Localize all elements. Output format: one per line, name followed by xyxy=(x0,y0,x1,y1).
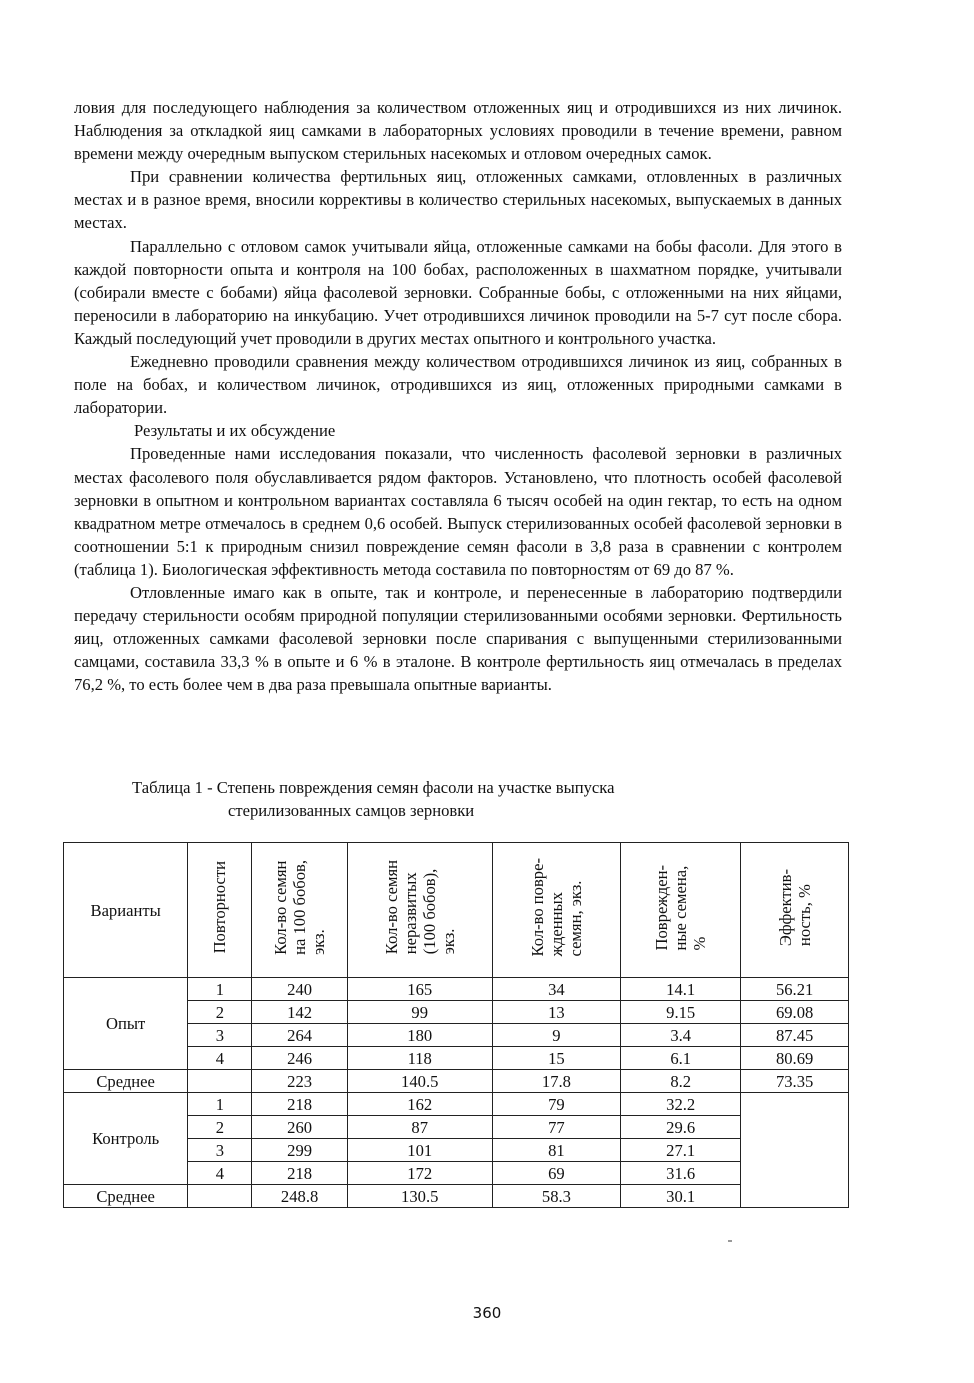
table-cell: 79 xyxy=(492,1093,620,1116)
table-cell: 3.4 xyxy=(621,1024,741,1047)
table-cell: 118 xyxy=(347,1047,492,1070)
body-text xyxy=(74,96,842,696)
group-label-kontrol: Контроль xyxy=(64,1093,188,1185)
paragraph: Отловленные имаго как в опыте, так и контроле, и перенесенные в лабораторию подтвердили передачу стерильности особям природной популяции стерилизованными особями зерновки. Фертильность яиц, отложенных самками фасолевой зерновки после спаривания с выпущенными стерилизованными самцами, составила 33,3 % в опыте и 6 % в эталоне. В контроле фертильность яиц отмечалась в пределах 76,2 %, то есть более чем в два раза превышала опытные варианты. xyxy=(74,582,842,695)
header-efficiency: Эффектив- ность, % xyxy=(741,843,849,978)
table-row xyxy=(64,978,849,1001)
table-cell: 29.6 xyxy=(621,1116,741,1139)
header-repeats: Повторности xyxy=(188,843,252,978)
table-cell xyxy=(188,1185,252,1208)
table-cell: 69 xyxy=(492,1162,620,1185)
header-variants: Варианты xyxy=(64,843,188,978)
table-cell: 17.8 xyxy=(492,1070,620,1093)
table-cell: 4 xyxy=(188,1047,252,1070)
average-label: Среднее xyxy=(64,1185,188,1208)
table-caption-line2: стерилизованных самцов зерновки xyxy=(228,801,475,820)
section-title: Результаты и их обсуждение xyxy=(134,421,336,441)
table-cell: 4 xyxy=(188,1162,252,1185)
table-cell: 8.2 xyxy=(621,1070,741,1093)
table-cell: 172 xyxy=(347,1162,492,1185)
table-cell: 218 xyxy=(252,1162,347,1185)
table-cell: 13 xyxy=(492,1001,620,1024)
table-cell: 142 xyxy=(252,1001,347,1024)
table-cell: 1 xyxy=(188,1093,252,1116)
table-cell: 58.3 xyxy=(492,1185,620,1208)
table-cell: 27.1 xyxy=(621,1139,741,1162)
table-cell xyxy=(188,1070,252,1093)
table-cell: 2 xyxy=(188,1116,252,1139)
table-cell: 15 xyxy=(492,1047,620,1070)
table-cell: 248.8 xyxy=(252,1185,347,1208)
group-label-opyt: Опыт xyxy=(64,978,188,1070)
header-undeveloped: Кол-во семян неразвитых (100 бобов), экз. xyxy=(347,843,492,978)
table-cell: 3 xyxy=(188,1024,252,1047)
table-cell: 140.5 xyxy=(347,1070,492,1093)
table-cell: 2 xyxy=(188,1001,252,1024)
header-damaged-percent: Поврежден- ные семена, % xyxy=(621,843,741,978)
paragraph: ловия для последующего наблюдения за количеством отложенных яиц и отродившихся из них личинок. Наблюдения за откладкой яиц самками в лабораторных условиях проводили в течение времени, равном времени между очередным выпуском стерильных насекомых и отловом очередных самок. xyxy=(74,98,842,164)
table-caption xyxy=(132,776,614,822)
table-cell: 34 xyxy=(492,978,620,1001)
table-cell: 99 xyxy=(347,1001,492,1024)
paragraph: При сравнении количества фертильных яиц, отложенных самками, отловленных в различных местах и в разное время, вносили коррективы в количество стерильных насекомых, выпускаемых в данных местах. xyxy=(74,167,842,233)
paragraph: Проведенные нами исследования показали, что численность фасолевой зерновки в различных местах фасолевого поля обуславливается рядом факторов. Установлено, что плотность особей фасолевой зерновки в опытном и контрольном вариантах составляла 6 тысяч особей на один гектар, то есть на одном квадратном метре отмечалось в среднем 0,6 особей. Выпуск стерилизованных особей фасолевой зерновки в соотношении 5:1 к природным снизил повреждение семян фасоли в 3,8 раза в сравнении с контролем (таблица 1). Биологическая эффективность метода составила по повторностям от 69 до 87 %. xyxy=(74,444,842,579)
header-seeds: Кол-во семян на 100 бобов, экз. xyxy=(252,843,347,978)
table-cell: 260 xyxy=(252,1116,347,1139)
table-cell: 81 xyxy=(492,1139,620,1162)
table-cell: 69.08 xyxy=(741,1001,849,1024)
table-cell: 32.2 xyxy=(621,1093,741,1116)
table-cell: 31.6 xyxy=(621,1162,741,1185)
table-cell: 246 xyxy=(252,1047,347,1070)
table-cell: 180 xyxy=(347,1024,492,1047)
table-cell: 9 xyxy=(492,1024,620,1047)
table-row xyxy=(64,1093,849,1116)
table-cell: 87.45 xyxy=(741,1024,849,1047)
table-cell: 14.1 xyxy=(621,978,741,1001)
table-cell: 264 xyxy=(252,1024,347,1047)
table-cell: 130.5 xyxy=(347,1185,492,1208)
table-cell: 9.15 xyxy=(621,1001,741,1024)
table-cell: 80.69 xyxy=(741,1047,849,1070)
damage-table xyxy=(63,842,849,1208)
table-cell: 3 xyxy=(188,1139,252,1162)
table-cell: 240 xyxy=(252,978,347,1001)
table-cell: 73.35 xyxy=(741,1070,849,1093)
table-cell: 77 xyxy=(492,1116,620,1139)
header-damaged-count: Кол-во повре- жденных семян, экз. xyxy=(492,843,620,978)
empty-efficiency-cell xyxy=(741,1093,849,1208)
paragraph: Параллельно с отловом самок учитывали яйца, отложенные самками на бобы фасоли. Для этого в каждой повторности опыта и контроля на 100 бобах, расположенных в шахматном порядке, учитывали (собирали вместе с бобами) яйца фасолевой зерновки. Собранные бобы, с отложенными на них яйцами, переносили в лабораторию на инкубацию. Учет отродившихся личинок проводили на 5-7 сут после сбора. Каждый последующий учет проводили в других местах опытного и контрольного участка. xyxy=(74,236,842,348)
table-cell: 87 xyxy=(347,1116,492,1139)
table-row-average xyxy=(64,1185,849,1208)
table-cell: 6.1 xyxy=(621,1047,741,1070)
table-row-average xyxy=(64,1070,849,1093)
page-number: 360 xyxy=(472,1304,502,1322)
table-header-row xyxy=(64,843,849,978)
table-cell: 30.1 xyxy=(621,1185,741,1208)
table-cell: 101 xyxy=(347,1139,492,1162)
table-cell: 56.21 xyxy=(741,978,849,1001)
table-cell: 218 xyxy=(252,1093,347,1116)
average-label: Среднее xyxy=(64,1070,188,1093)
table-cell: 299 xyxy=(252,1139,347,1162)
table-cell: 165 xyxy=(347,978,492,1001)
table-caption-line1: Таблица 1 - Степень повреждения семян фасоли на участке выпуска xyxy=(132,778,615,797)
table-cell: 1 xyxy=(188,978,252,1001)
paragraph: Ежедневно проводили сравнения между количеством отродившихся личинок из яиц, собранных в поле на бобах, и количеством личинок, отродившихся из яиц, отложенных природными самками в лаборатории. xyxy=(74,352,842,418)
table-cell: 162 xyxy=(347,1093,492,1116)
table-cell: 223 xyxy=(252,1070,347,1093)
scan-speck xyxy=(728,1240,732,1242)
